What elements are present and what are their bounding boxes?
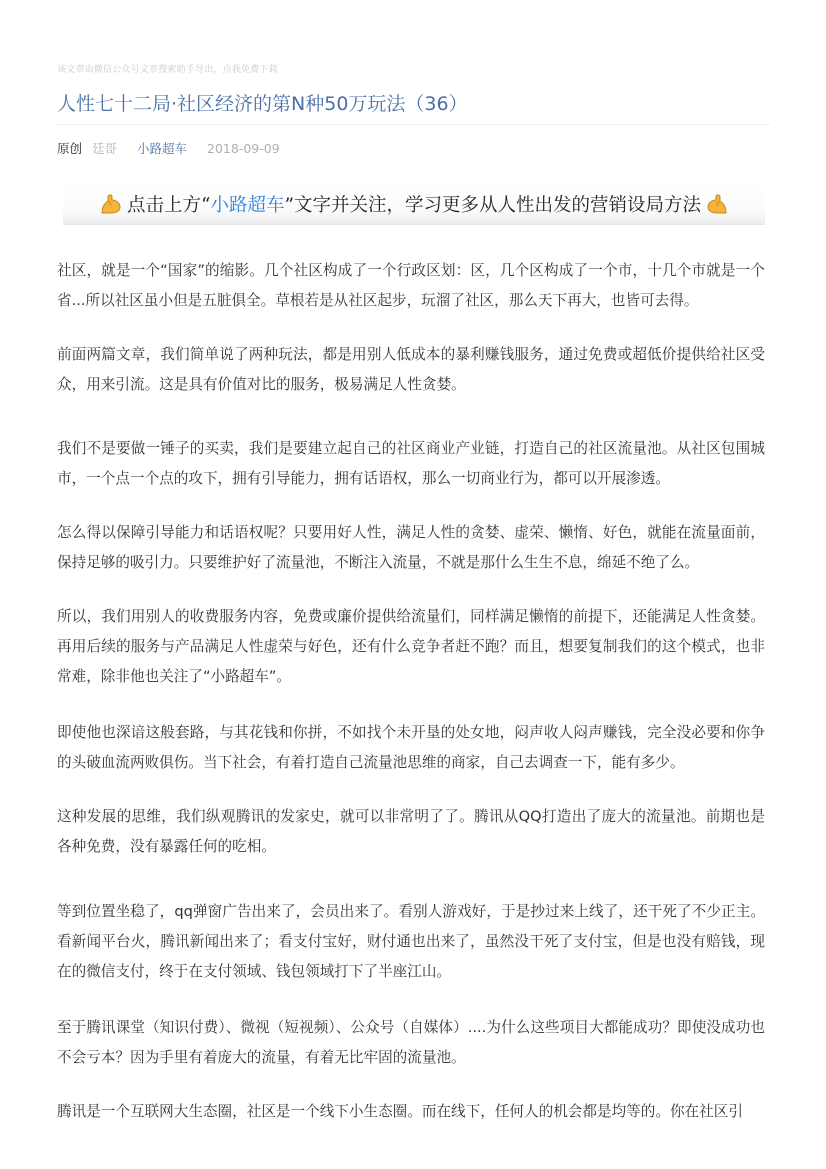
article-title: 人性七十二局·社区经济的第N种50万玩法（36） xyxy=(57,93,468,115)
follow-banner xyxy=(63,184,765,225)
publish-date: 2018-09-09 xyxy=(207,141,280,156)
paragraph: 社区，就是一个“国家”的缩影。几个社区构成了一个行政区划：区，几个区构成了一个市，十几个市就是一个省...所以社区虽小但是五脏俱全。草根若是从社区起步，玩溜了社区，那么天下再大，也皆可去得。 xyxy=(57,262,765,309)
original-badge: 原创 xyxy=(57,141,83,156)
author-name: 廷哥 xyxy=(92,141,118,156)
paragraph: 前面两篇文章，我们简单说了两种玩法，都是用别人低成本的暴利赚钱服务，通过免费或超低价提供给社区受众，用来引流。这是具有价值对比的服务，极易满足人性贪婪。 xyxy=(57,346,765,393)
article-meta xyxy=(57,140,280,158)
paragraph: 我们不是要做一锤子的买卖，我们是要建立起自己的社区商业产业链，打造自己的社区流量池。从社区包围城市，一个点一个点的攻下，拥有引导能力，拥有话语权，那么一切商业行为，都可以开展渗透。 xyxy=(57,440,765,487)
paragraph: 腾讯是一个互联网大生态圈，社区是一个线下小生态圈。而在线下，任何人的机会都是均等的。你在社区引 xyxy=(57,1103,743,1120)
paragraph: 怎么得以保障引导能力和话语权呢？只要用好人性，满足人性的贪婪、虚荣、懒惰、好色，就能在流量面前，保持足够的吸引力。只要维护好了流量池，不断注入流量，不就是那什么生生不息，绵延不绝了么。 xyxy=(57,524,765,571)
title-divider xyxy=(57,124,770,125)
export-notice-link[interactable]: 该文章由微信公众号文章搜索助手导出，点我免费下载 xyxy=(57,65,278,75)
banner-suffix: ”文字并关注，学习更多从人性出发的营销设局方法 xyxy=(284,195,701,216)
paragraph: 这种发展的思维，我们纵观腾讯的发家史，就可以非常明了了。腾讯从QQ打造出了庞大的流量池。前期也是各种免费，没有暴露任何的吃相。 xyxy=(57,808,765,855)
paragraph: 即使他也深谙这般套路，与其花钱和你拼，不如找个未开垦的处女地，闷声收人闷声赚钱，完全没必要和你争的头破血流两败俱伤。当下社会，有着打造自己流量池思维的商家，自己去调查一下，能有多少。 xyxy=(57,724,765,771)
paragraph: 所以，我们用别人的收费服务内容，免费或廉价提供给流量们，同样满足懒惰的前提下，还能满足人性贪婪。再用后续的服务与产品满足人性虚荣与好色，还有什么竞争者赶不跑？而且，想要复制我们的这个模式，也非常难，除非他也关注了“小路超车”。 xyxy=(57,608,765,685)
paragraph: 至于腾讯课堂（知识付费）、微视（短视频）、公众号（自媒体）....为什么这些项目大都能成功？即使没成功也不会亏本？因为手里有着庞大的流量，有着无比牢固的流量池。 xyxy=(57,1019,765,1066)
banner-account-link[interactable]: 小路超车 xyxy=(210,195,285,216)
banner-prefix: 点击上方“ xyxy=(127,195,211,216)
paragraph: 等到位置坐稳了，qq弹窗广告出来了，会员出来了。看别人游戏好，于是抄过来上线了，还干死了不少正主。看新闻平台火，腾讯新闻出来了；看支付宝好，财付通也出来了，虽然没干死了支付宝，但是也没有赔钱，现在的微信支付，终于在支付领域、钱包领域打下了半座江山。 xyxy=(57,903,765,980)
flexed-arm-icon xyxy=(99,193,123,215)
account-name-link[interactable]: 小路超车 xyxy=(137,141,188,156)
flexed-arm-icon xyxy=(705,193,729,215)
